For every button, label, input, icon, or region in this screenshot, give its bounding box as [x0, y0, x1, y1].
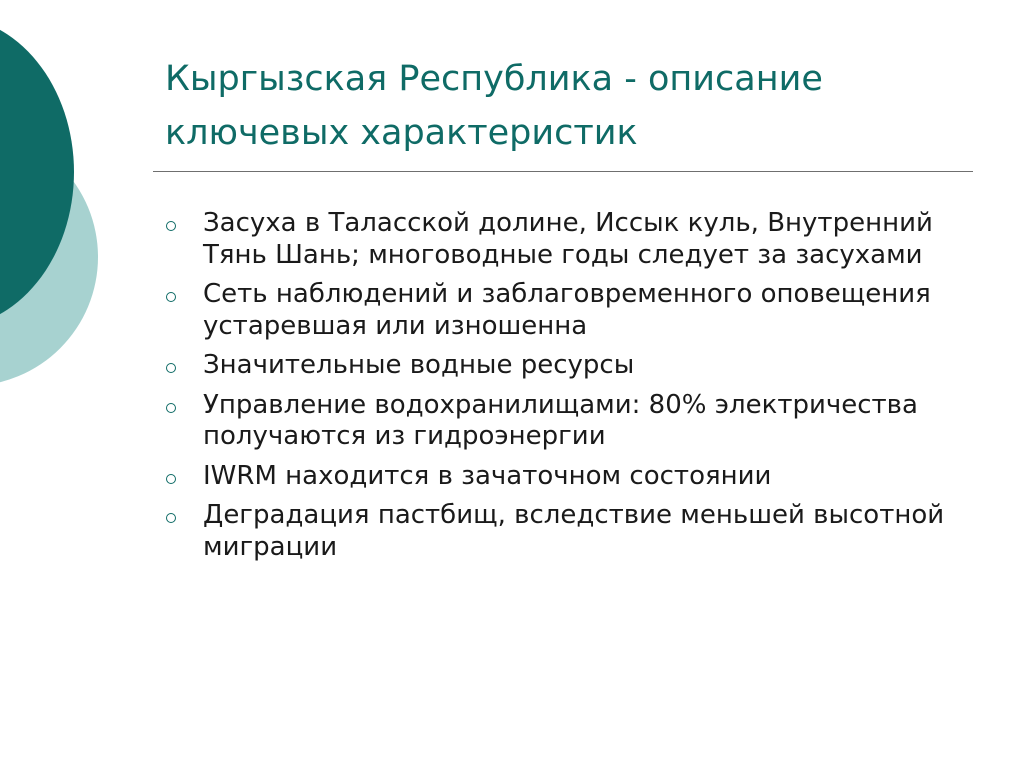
- bullet-list: [165, 208, 945, 571]
- bullet-item: [165, 208, 945, 271]
- bullet-text: Сеть наблюдений и заблаговременного оповещения устаревшая или изношенна: [203, 279, 931, 341]
- hollow-circle-bullet-icon: [166, 292, 176, 302]
- slide-title: Кыргызская Республика - описание ключевых характеристик: [165, 59, 823, 153]
- bullet-item: [165, 279, 945, 342]
- bullet-item: [165, 390, 945, 453]
- bullet-text: Деградация пастбищ, вследствие меньшей высотной миграции: [203, 500, 945, 562]
- hollow-circle-bullet-icon: [166, 221, 176, 231]
- bullet-item: [165, 350, 945, 382]
- bullet-text: Управление водохранилищами: 80% электричества получаются из гидроэнергии: [203, 389, 918, 451]
- bullet-text: Значительные водные ресурсы: [203, 350, 635, 380]
- bullet-text: Засуха в Таласской долине, Иссык куль, Внутренний Тянь Шань; многоводные годы следует за засухами: [203, 208, 933, 270]
- bullet-item: [165, 500, 945, 563]
- title-divider: [153, 171, 973, 172]
- hollow-circle-bullet-icon: [166, 513, 176, 523]
- bullet-item: [165, 461, 945, 493]
- bullet-text: IWRM находится в зачаточном состоянии: [203, 460, 772, 491]
- hollow-circle-bullet-icon: [166, 474, 176, 484]
- hollow-circle-bullet-icon: [166, 363, 176, 373]
- hollow-circle-bullet-icon: [166, 403, 176, 413]
